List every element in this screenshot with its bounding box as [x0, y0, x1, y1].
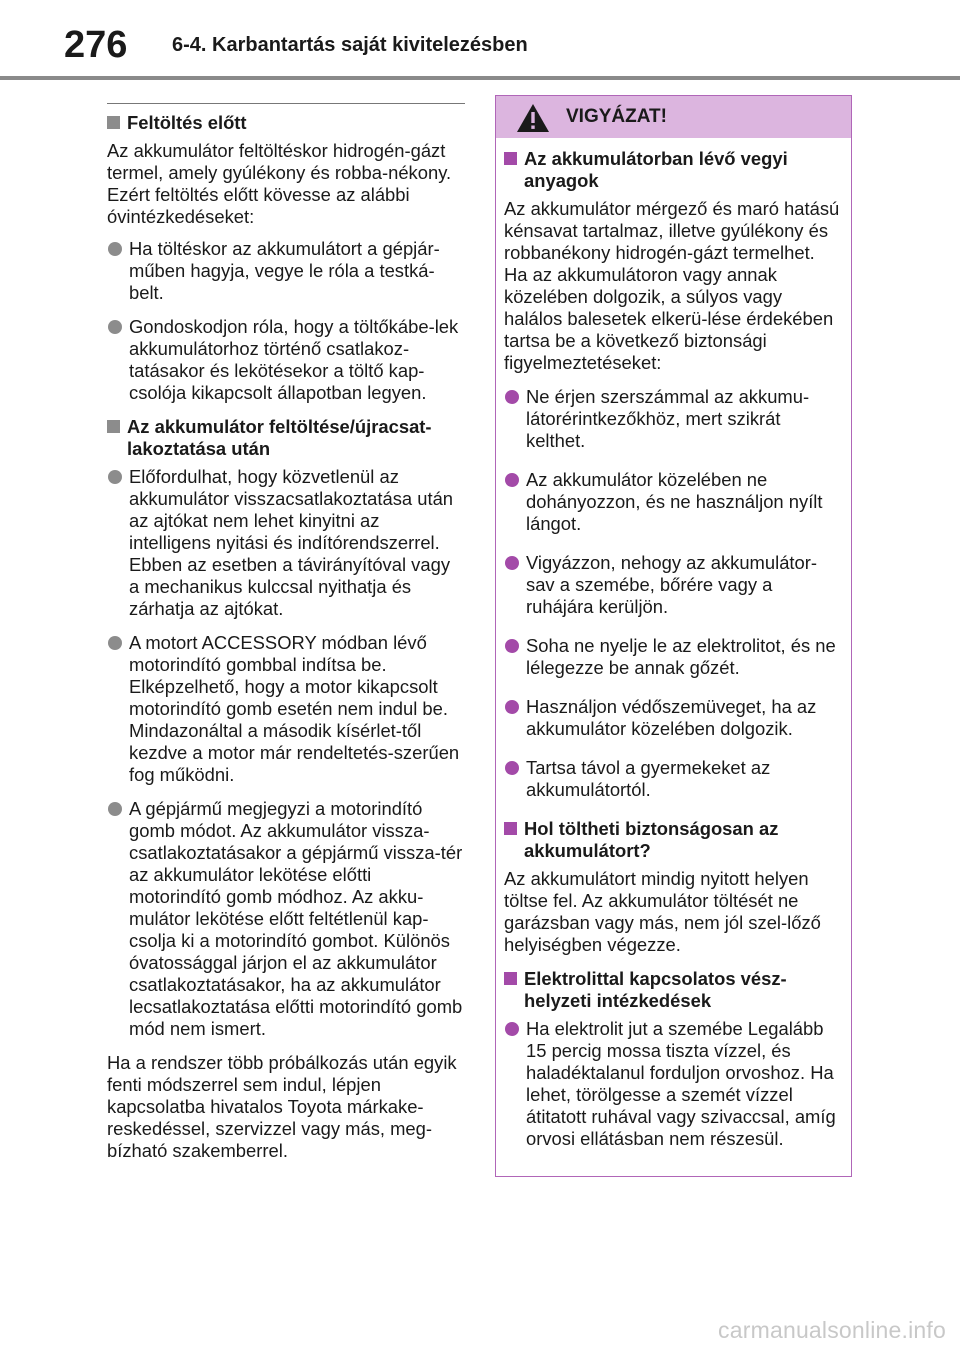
square-bullet-icon: [504, 152, 517, 165]
list-item: Ne érjen szerszámmal az akkumu-látorérintkezőkhöz, mert szikrát kelthet.: [504, 386, 841, 452]
warning-header: [496, 96, 851, 138]
round-bullet-icon: [108, 320, 122, 334]
paragraph: Az akkumulátort mindig nyitott helyen töltse fel. Az akkumulátor töltését ne garázsban vagy más, nem jól szel-lőző helyiségben végezze.: [504, 868, 821, 955]
section-heading: Hol töltheti biztonságosan az akkumulátort?: [504, 818, 841, 862]
round-bullet-icon: [505, 473, 519, 487]
header-rule: [0, 76, 960, 80]
list-item: Gondoskodjon róla, hogy a töltőkábe-lek akkumulátorhoz történő csatlakoz-tatásakor és lekötésekor a töltő kap-csolója kikapcsolt állapotban legyen.: [107, 316, 465, 404]
paragraph: Az akkumulátor mérgező és maró hatású kénsavat tartalmaz, illetve gyúlékony és robbanékony hidrogén-gázt termelhet. Ha az akkumulátoron vagy annak közelében dolgozik, a súlyos vagy halálos balesetek elkerü-lése érdekében tartsa be a következő biztonsági figyelmeztetéseket:: [504, 198, 840, 373]
warning-body: [496, 138, 851, 1150]
square-bullet-icon: [504, 972, 517, 985]
list-item: A gépjármű megjegyzi a motorindító gomb módot. Az akkumulátor vissza-csatlakoztatásakor a gépjármű vissza-tér az akkumulátor lekötése előtti motorindító gomb módhoz. Az akku-mulátor lekötése előtt feltétlenül kap-csolja ki a motorindító gombot. Különös óvatossággal járjon el az akkumulátor csatlakoztatásakor, ha az akkumulátor lecsatlakoztatása előtti motorindító gomb mód nem ismert.: [107, 798, 465, 1040]
section-heading: Feltöltés előtt: [107, 112, 465, 134]
section-title: 6-4. Karbantartás saját kivitelezésben: [172, 34, 528, 56]
square-bullet-icon: [107, 116, 120, 129]
warning-title: VIGYÁZAT!: [566, 106, 667, 127]
page-number: 276: [64, 24, 128, 66]
warning-triangle-icon: [516, 103, 550, 133]
round-bullet-icon: [505, 556, 519, 570]
list-item: Soha ne nyelje le az elektrolitot, és ne lélegezze be annak gőzét.: [504, 635, 841, 679]
section-heading: Az akkumulátor feltöltése/újracsat-lakoztatása után: [107, 416, 465, 460]
section-divider: [107, 103, 465, 104]
round-bullet-icon: [108, 242, 122, 256]
list-item: A motort ACCESSORY módban lévő motorindító gombbal indítsa be. Elképzelhető, hogy a motor kikapcsolt motorindító gomb esetén nem indul be. Mindazonáltal a második kísérlet-től kezdve a motor már rendeltetés-szerűen fog működni.: [107, 632, 465, 786]
square-bullet-icon: [504, 822, 517, 835]
list-item: Használjon védőszemüveget, ha az akkumulátor közelében dolgozik.: [504, 696, 841, 740]
round-bullet-icon: [505, 700, 519, 714]
warning-box: [495, 95, 852, 1177]
round-bullet-icon: [108, 470, 122, 484]
list-item: Előfordulhat, hogy közvetlenül az akkumulátor visszacsatlakoztatása után az ajtókat nem lehet kinyitni az intelligens nyitási és indítórendszerrel. Ebben az esetben a távirányítóval vagy a mechanikus kulccsal nyithatja és zárhatja az ajtókat.: [107, 466, 465, 620]
round-bullet-icon: [108, 636, 122, 650]
left-column: [107, 103, 465, 1172]
round-bullet-icon: [505, 1022, 519, 1036]
paragraph: Ha a rendszer több próbálkozás után egyik fenti módszerrel sem indul, lépjen kapcsolatba hivatalos Toyota márkake-reskedéssel, szervizzel vagy más, meg-bízható szakemberrel.: [107, 1052, 457, 1161]
square-bullet-icon: [107, 420, 120, 433]
watermark: carmanualsonline.info: [718, 1317, 946, 1343]
section-heading: Az akkumulátorban lévő vegyi anyagok: [504, 148, 841, 192]
list-item: Ha töltéskor az akkumulátort a gépjár-műben hagyja, vegye le róla a testká-belt.: [107, 238, 465, 304]
round-bullet-icon: [108, 802, 122, 816]
round-bullet-icon: [505, 761, 519, 775]
list-item: Az akkumulátor közelében ne dohányozzon, és ne használjon nyílt lángot.: [504, 469, 841, 535]
paragraph: Az akkumulátor feltöltéskor hidrogén-gázt termel, amely gyúlékony és robba-nékony. Ezért feltöltés előtt kövesse az alábbi óvintézkedéseket:: [107, 140, 452, 227]
round-bullet-icon: [505, 639, 519, 653]
list-item: Tartsa távol a gyermekeket az akkumulátortól.: [504, 757, 841, 801]
list-item: Vigyázzon, nehogy az akkumulátor-sav a szemébe, bőrére vagy a ruhájára kerüljön.: [504, 552, 841, 618]
section-heading: Elektrolittal kapcsolatos vész-helyzeti intézkedések: [504, 968, 841, 1012]
round-bullet-icon: [505, 390, 519, 404]
list-item: Ha elektrolit jut a szemébe Legalább 15 percig mossa tiszta vízzel, és haladéktalanul forduljon orvoshoz. Ha lehet, törölgesse a szemét vízzel átitatott ruhával vagy szivaccsal, amíg orvosi ellátásban nem részesül.: [504, 1018, 841, 1150]
